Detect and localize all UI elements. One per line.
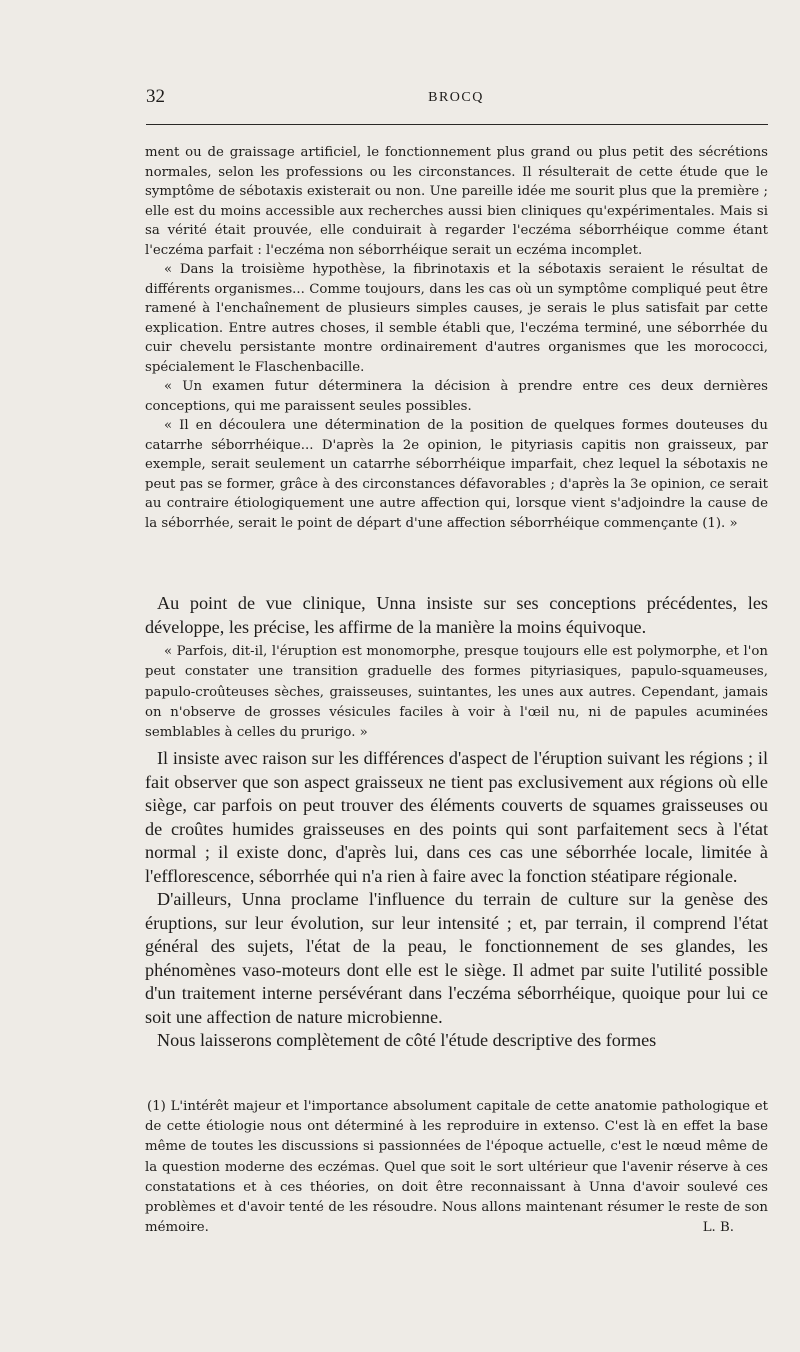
paragraph: D'ailleurs, Unna proclame l'influence du terrain de culture sur la genèse des éruptions, sur leur évolution, sur leur intensité ; et, par terrain, il comprend l'état général des sujets, l'état de la peau, le fonctionnement de ses glandes, les phénomènes vaso-moteurs dont elle est le siège. Il admet par suite l'utilité possible d'un traitement interne persévérant dans l'eczéma séborrhéique, quoique pour lui ce soit une affection de nature microbienne. [145,889,768,1027]
paragraph: ment ou de graissage artificiel, le fonctionnement plus grand ou plus petit des sécrétions normales, selon les professions ou les circonstances. Il résulterait de cette étude que le symptôme de sébotaxis existerait ou non. Une pareille idée me sourit plus que la première ; elle est du moins accessible aux recherches aussi bien cliniques qu'expérimentales. Mais si sa vérité était prouvée, elle conduirait à regarder l'eczéma séborrhéique comme étant l'eczéma parfait : l'eczéma non séborrhéique serait un eczéma incomplet. [145,145,768,258]
paragraph: « Il en découlera une détermination de la position de quelques formes douteuses du catarrhe séborrhéique... D'après la 2e opinion, le pityriasis capitis non graisseux, par exemple, serait seulement un catarrhe séborrhéique imparfait, chez lequel la sébotaxis ne peut pas se former, grâce à des circonstances défavorables ; d'après la 3e opinion, ce serait au contraire étiologiquement une autre affection qui, lorsque vient s'adjoindre la cause de la séborrhée, serait le point de départ d'une affection séborrhéique commençante (1). » [145,418,768,531]
page-number: 32 [146,86,165,107]
footnote-signature: L. B. [702,1220,734,1236]
paragraph: Au point de vue clinique, Unna insiste sur ses conceptions précédentes, les développe, les précise, les affirme de la manière la moins équivoque. [145,593,768,637]
large-text-section [145,592,768,1053]
paragraph: « Dans la troisième hypothèse, la fibrinotaxis et la sébotaxis seraient le résultat de différents organismes... Comme toujours, dans les cas où un symptôme compliqué peut être ramené à l'enchaînement de plusieurs simples causes, je serais le plus satisfait par cette explication. Entre autres choses, il semble établi que, l'eczéma terminé, une séborrhée du cuir chevelu persistante montre ordinairement d'autres organismes que les morococci, spécialement le Flaschenbacille. [145,262,768,375]
running-title: BROCQ [428,90,484,105]
quotation-paragraph: « Parfois, dit-il, l'éruption est monomorphe, presque toujours elle est polymorphe, et l'on peut constater une transition graduelle des formes pityriasiques, papulo-squameuses, papulo-croûteuses sèches, graisseuses, suintantes, les unes aux autres. Cependant, jamais on n'observe de grosses vésicules faciles à voir à l'œil nu, ni de papules acuminées semblables à celles du prurigo. » [145,644,768,741]
paragraph: « Un examen futur déterminera la décision à prendre entre ces deux dernières conceptions, qui me paraissent seules possibles. [145,379,768,414]
small-text-section [145,143,768,533]
page-header [146,86,766,112]
footnote-body: (1) L'intérêt majeur et l'importance absolument capitale de cette anatomie pathologique et de cette étiologie nous ont déterminé à les reproduire in extenso. C'est là en effet la base même de toutes les discussions si passionnées de l'époque actuelle, c'est le nœud même de la question moderne des eczémas. Quel que soit le sort ultérieur que l'avenir réserve à ces constatations et à ces théories, on doit être reconnaissant à Unna d'avoir soulevé ces problèmes et d'avoir tenté de les résoudre. Nous allons maintenant résumer le reste de son mémoire. [145,1099,768,1236]
footnote [145,1097,768,1238]
paragraph: Il insiste avec raison sur les différences d'aspect de l'éruption suivant les régions ; il fait observer que son aspect graisseux ne tient pas exclusivement aux régions où elle siège, car parfois on peut trouver des éléments couverts de squames graisseuses ou de croûtes humides graisseuses en des points qui sont parfaitement secs à l'état normal ; il existe donc, d'après lui, dans ces cas une séborrhée locale, limitée à l'efflorescence, séborrhée qui n'a rien à faire avec la fonction stéatipare régionale. [145,748,768,886]
header-rule [146,124,768,125]
footnote-text [145,1097,768,1238]
paragraph: Nous laisserons complètement de côté l'étude descriptive des formes [157,1030,657,1051]
